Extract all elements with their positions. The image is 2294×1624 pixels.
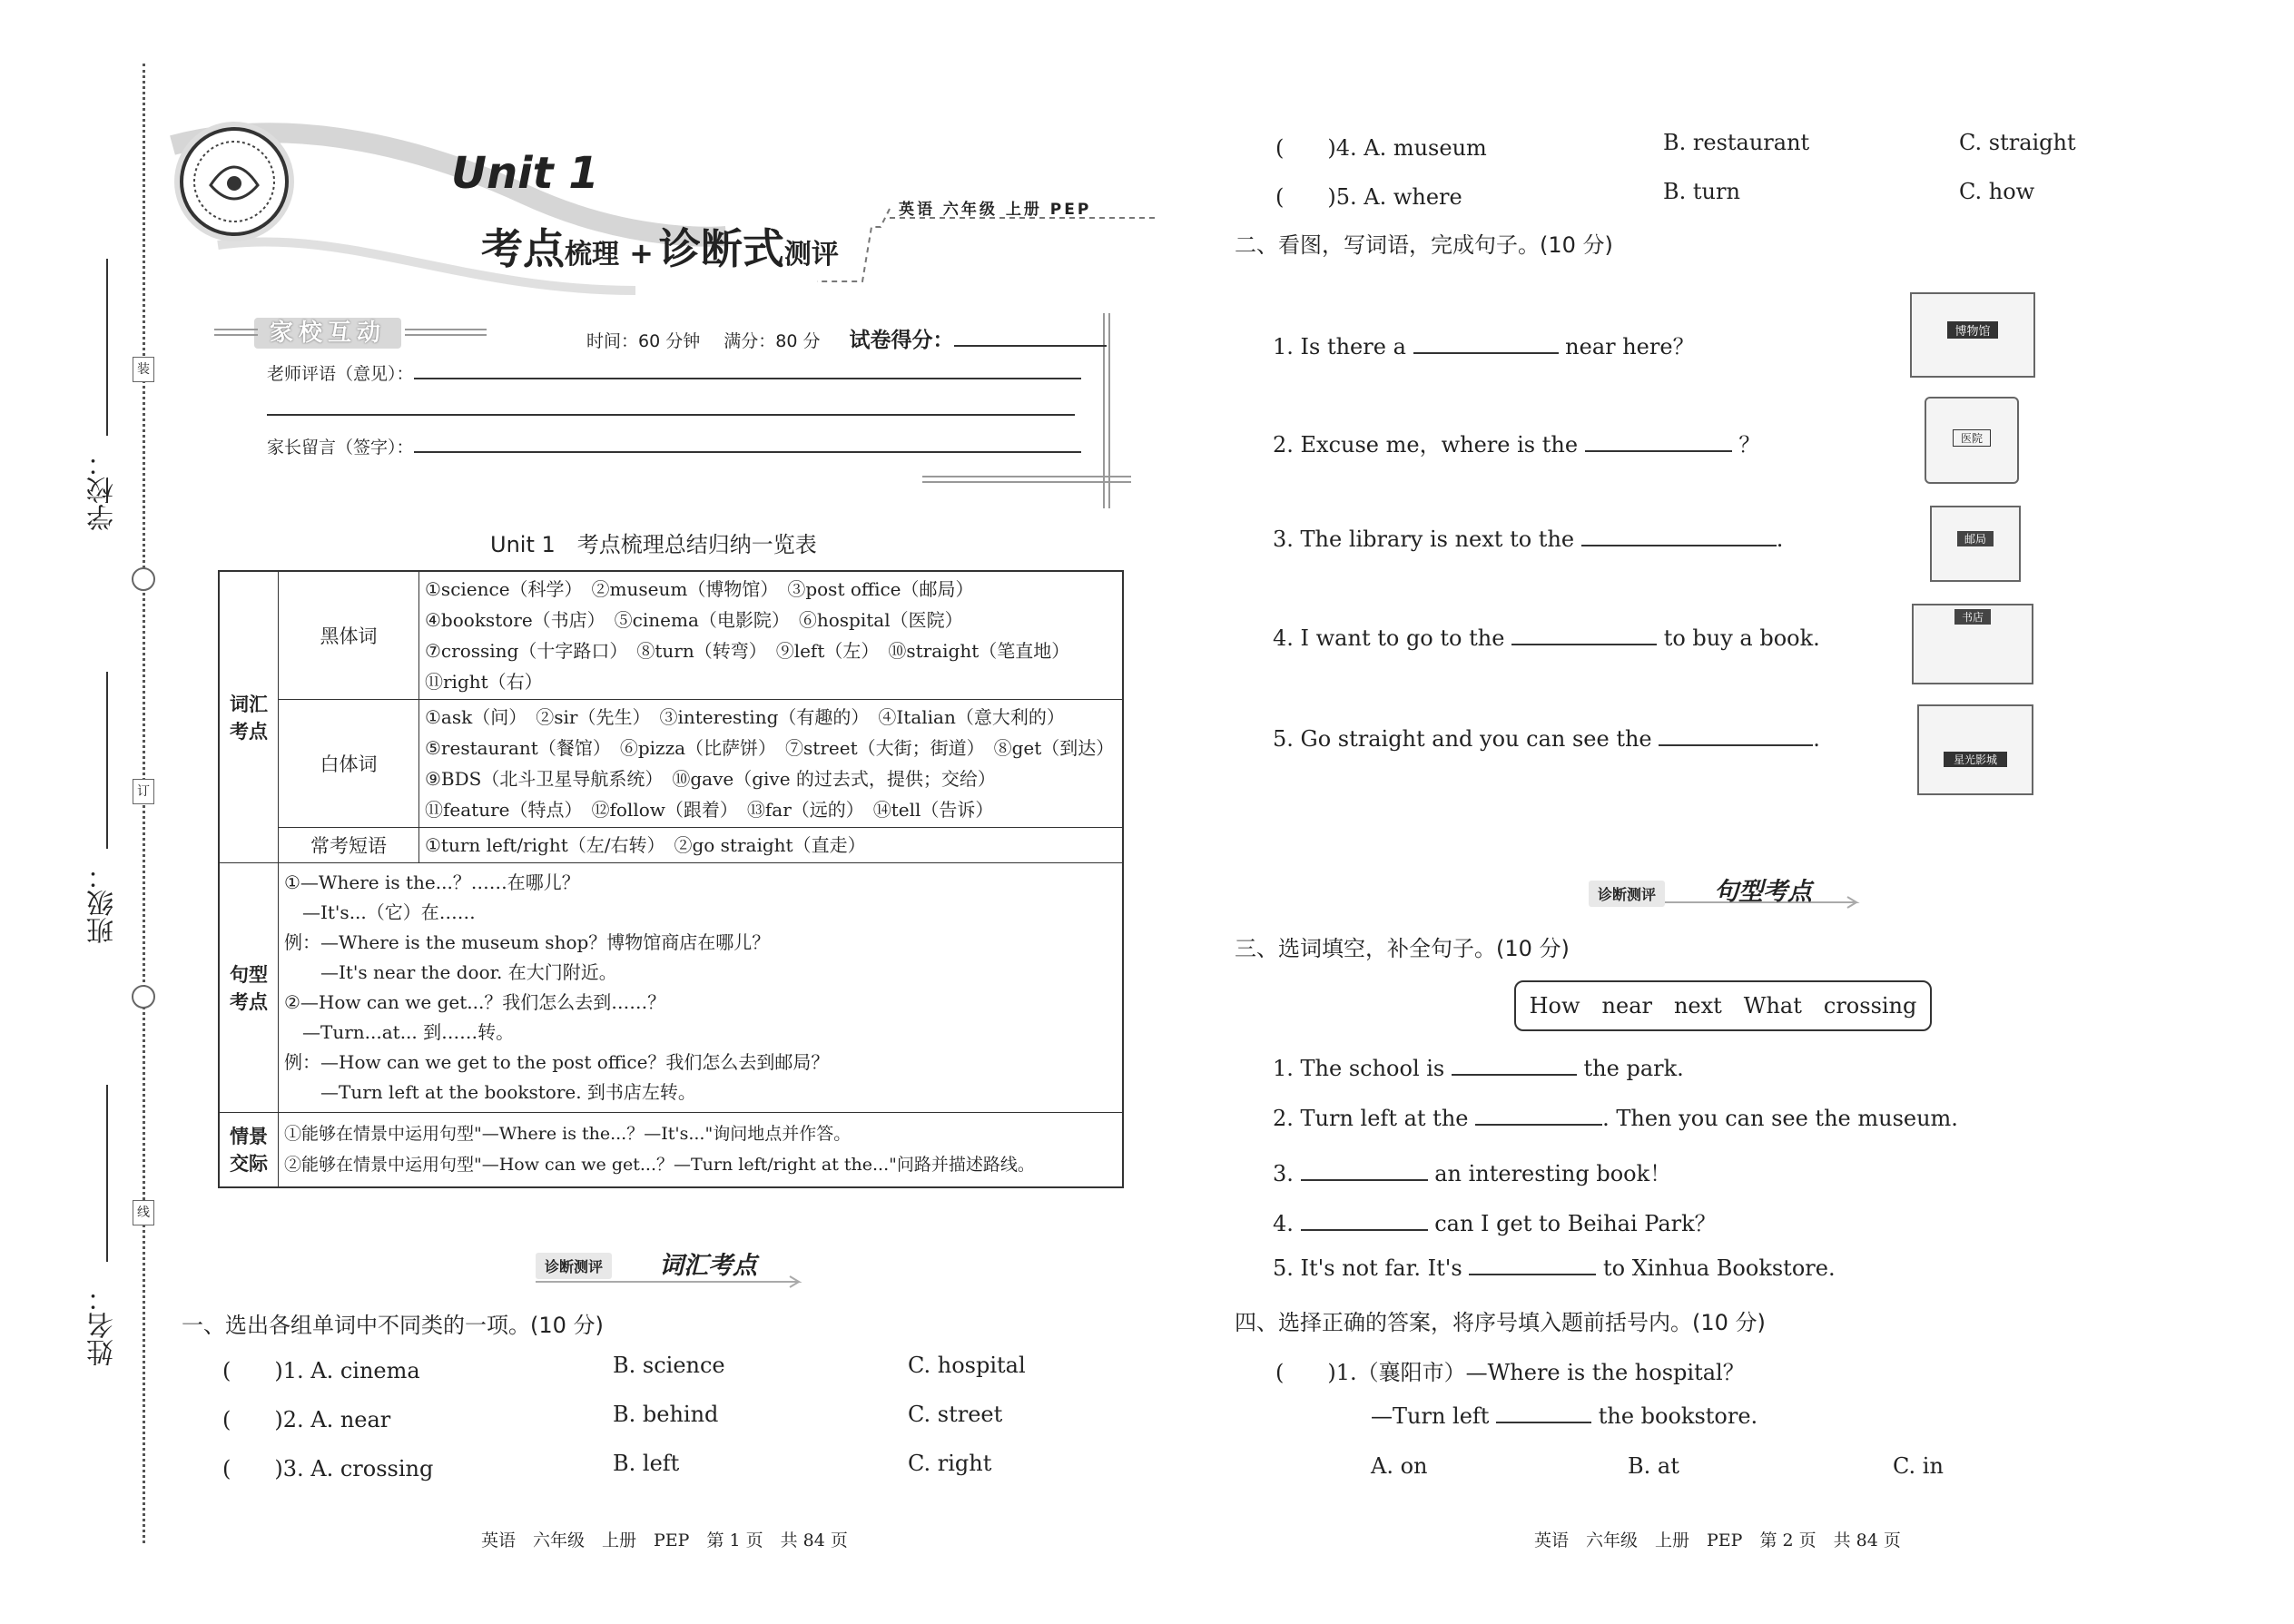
home-school-badge: 家校互动 xyxy=(254,318,401,349)
option-b: B. restaurant xyxy=(1663,130,1810,155)
table-line: ④bookstore（书店） ⑤cinema（电影院） ⑥hospital（医院） xyxy=(425,609,963,631)
fill-sentence xyxy=(1273,1056,1684,1081)
bold-words-label: 黑体词 xyxy=(279,571,419,700)
option-c: C. street xyxy=(908,1402,1003,1427)
vocab-category: 词汇考点 xyxy=(219,571,279,863)
picture-sign: 星光影城 xyxy=(1944,752,2007,767)
school-label: 学校： xyxy=(87,449,119,531)
option-c: C. in xyxy=(1893,1453,1944,1479)
fill-sentence xyxy=(1273,625,1820,651)
museum-picture xyxy=(1910,292,2035,378)
answer-blank[interactable] xyxy=(1452,1056,1577,1076)
name-line xyxy=(106,1085,108,1262)
option-c: C. how xyxy=(1959,179,2035,204)
sentence-text: can I get to Beihai Park？ xyxy=(1434,1211,1717,1236)
option-b: B. turn xyxy=(1663,179,1740,204)
sentence-text: . xyxy=(1776,527,1784,552)
bookstore-picture xyxy=(1912,604,2033,684)
table-line: ①turn left/right（左/右转） ②go straight（直走） xyxy=(425,834,866,856)
sentence-text: ？ xyxy=(1738,432,1761,458)
binding-hole xyxy=(132,985,155,1009)
section-2-heading: 二、看图，写词语，完成句子。(10 分) xyxy=(1235,232,1613,258)
school-line xyxy=(106,259,108,436)
table-line: ⑪right（右） xyxy=(425,671,543,693)
binding-hole xyxy=(132,567,155,591)
sentence-text: 5. Go straight and you can see the xyxy=(1273,726,1652,752)
option-a: A. on xyxy=(1371,1453,1428,1479)
publisher-seal xyxy=(180,127,289,236)
section-banner-title: 句型考点 xyxy=(1714,878,1812,906)
page-footer: 英语 六年级 上册 PEP 第 2 页 共 84 页 xyxy=(1534,1530,1901,1550)
table-line: ①—Where is the...？……在哪儿？ xyxy=(284,871,580,893)
sentence-text: 3. The library is next to the xyxy=(1273,527,1575,552)
test-score-label: 试卷得分： xyxy=(849,329,954,352)
white-words xyxy=(419,700,1124,828)
sentence-text: 3. xyxy=(1273,1161,1294,1186)
answer-blank[interactable] xyxy=(1301,1211,1428,1231)
sentence-text: an interesting book！ xyxy=(1434,1161,1672,1186)
sentence-text: . Then you can see the museum. xyxy=(1602,1106,1958,1131)
sentence-text: 2. Turn left at the xyxy=(1273,1106,1469,1131)
table-line: ①science（科学） ②museum（博物馆） ③post office（邮局） xyxy=(425,578,974,600)
situation-items xyxy=(279,1113,1124,1187)
sentence-text: to Xinhua Bookstore. xyxy=(1602,1255,1836,1281)
seal-emblem xyxy=(183,131,285,232)
post-office-picture xyxy=(1930,506,2021,582)
title-part: 梳理 xyxy=(565,239,619,271)
picture-sign: 书店 xyxy=(1954,609,1991,625)
section-tag: 诊断测评 xyxy=(1589,881,1665,907)
fill-sentence xyxy=(1273,1156,1671,1187)
sentence-text: 5. It's not far. It's xyxy=(1273,1255,1462,1281)
white-words-label: 白体词 xyxy=(279,700,419,828)
table-line: ⑦crossing（十字路口） ⑧turn（转弯） ⑨left（左） ⑩straight（笔直地） xyxy=(425,640,1070,662)
question-2: ( )2. A. near xyxy=(222,1407,391,1432)
unit-title: Unit 1 xyxy=(451,148,599,199)
table-line: ⑤restaurant（餐馆） ⑥pizza（比萨饼） ⑦street（大街；街道） ⑧get（到达） xyxy=(425,737,1115,759)
table-line: —It's near the door. 在大门附近。 xyxy=(284,961,617,983)
answer-blank[interactable] xyxy=(1469,1255,1596,1275)
table-line: —Turn left at the bookstore. 到书店左转。 xyxy=(284,1081,696,1103)
table-line: ①ask（问） ②sir（先生） ③interesting（有趣的） ④Italian（意大利的） xyxy=(425,706,1065,728)
teacher-comment-field-2[interactable] xyxy=(267,414,1075,416)
fill-sentence xyxy=(1273,1206,1717,1237)
option-b: B. at xyxy=(1628,1453,1679,1479)
fill-sentence xyxy=(1371,1403,1757,1429)
phrases-label: 常考短语 xyxy=(279,828,419,863)
section-3-heading: 三、选词填空，补全句子。(10 分) xyxy=(1235,936,1570,961)
summary-table xyxy=(218,570,1124,1188)
sentence-text: 2. Excuse me，where is the xyxy=(1273,432,1579,458)
option-c: C. hospital xyxy=(908,1353,1026,1378)
word-bank: How near next What crossing xyxy=(1514,980,1932,1031)
title-part: 测评 xyxy=(783,239,839,271)
section-4-heading: 四、选择正确的答案，将序号填入题前括号内。(10 分) xyxy=(1235,1310,1766,1335)
test-score-field[interactable] xyxy=(954,325,1107,347)
parent-comment-field[interactable] xyxy=(414,435,1081,453)
fill-sentence xyxy=(1273,1255,1836,1281)
name-label: 姓名： xyxy=(87,1284,119,1366)
question-4: ( )4. A. museum xyxy=(1275,135,1487,161)
sentence-category: 句型考点 xyxy=(219,863,279,1113)
answer-blank[interactable] xyxy=(1475,1106,1602,1126)
question-1: ( )1. A. cinema xyxy=(222,1358,420,1383)
section-banner-title: 词汇考点 xyxy=(659,1252,757,1280)
teacher-comment xyxy=(267,360,1081,385)
class-label: 班级： xyxy=(87,862,119,944)
sentence-text: to buy a book. xyxy=(1663,625,1820,651)
sentence-text: —Turn left xyxy=(1371,1403,1490,1429)
time-label: 时间：60 分钟 xyxy=(586,331,701,351)
answer-blank[interactable] xyxy=(1413,334,1559,354)
option-b: B. science xyxy=(613,1353,725,1378)
table-line: 例：—How can we get to the post office？我们怎么去到邮局？ xyxy=(284,1051,830,1073)
situation-category: 情景交际 xyxy=(219,1113,279,1187)
sentence-text: 4. xyxy=(1273,1211,1294,1236)
option-b: B. behind xyxy=(613,1402,719,1427)
option-b: B. left xyxy=(613,1451,680,1476)
sentence-text: the park. xyxy=(1583,1056,1684,1081)
full-score-label: 满分：80 分 xyxy=(724,331,821,351)
exam-info xyxy=(586,323,1107,353)
table-line: ②—How can we get...？我们怎么去到……？ xyxy=(284,991,666,1013)
question-3: ( )3. A. crossing xyxy=(222,1456,434,1481)
fill-sentence xyxy=(1273,1106,1958,1131)
margin-tag: 装 xyxy=(133,357,154,382)
fill-sentence xyxy=(1273,527,1783,552)
table-line: ②能够在情景中运用句型"—How can we get...？—Turn left/right at the..."问路并描述路线。 xyxy=(284,1155,1035,1176)
class-line xyxy=(106,672,108,849)
section-tag: 诊断测评 xyxy=(536,1253,612,1279)
book-tag: 英语 六年级 上册 PEP xyxy=(899,201,1092,219)
answer-blank[interactable] xyxy=(1585,432,1732,452)
page-footer: 英语 六年级 上册 PEP 第 1 页 共 84 页 xyxy=(481,1530,848,1550)
parent-comment xyxy=(267,434,1081,458)
table-line: ①能够在情景中运用句型"—Where is the...？—It's..."询问地点并作答。 xyxy=(284,1124,852,1145)
table-line: —It's...（它）在…… xyxy=(284,901,476,923)
sentence-text: 4. I want to go to the xyxy=(1273,625,1505,651)
table-line: 例：—Where is the museum shop？博物馆商店在哪儿？ xyxy=(284,931,771,953)
fill-sentence xyxy=(1273,726,1820,752)
margin-tag: 订 xyxy=(133,779,154,804)
sentence-text: . xyxy=(1813,726,1820,752)
option-c: C. right xyxy=(908,1451,992,1476)
table-title: Unit 1 考点梳理总结归纳一览表 xyxy=(490,532,817,557)
bold-words xyxy=(419,571,1124,700)
question-5: ( )5. A. where xyxy=(1275,184,1462,210)
picture-sign: 邮局 xyxy=(1957,531,1994,546)
title-plus: + xyxy=(629,236,654,271)
teacher-comment-field[interactable] xyxy=(414,361,1081,379)
sentence-patterns xyxy=(279,863,1124,1113)
sentence-text: 1. Is there a xyxy=(1273,334,1406,359)
title-part: 诊断式 xyxy=(658,224,784,273)
sentence-text: 1. The school is xyxy=(1273,1056,1445,1081)
answer-blank[interactable] xyxy=(1496,1403,1591,1423)
fill-sentence xyxy=(1273,329,1695,360)
answer-blank[interactable] xyxy=(1581,527,1777,546)
answer-blank[interactable] xyxy=(1301,1161,1428,1181)
phrases xyxy=(419,828,1124,863)
sentence-text: near here？ xyxy=(1565,334,1695,359)
answer-blank[interactable] xyxy=(1659,726,1813,746)
picture-sign: 博物馆 xyxy=(1947,321,1998,339)
cinema-picture xyxy=(1917,704,2033,795)
page-title xyxy=(481,216,839,276)
hospital-picture xyxy=(1925,397,2019,484)
sentence-text: the bookstore. xyxy=(1598,1403,1758,1429)
fill-sentence xyxy=(1273,427,1760,458)
table-line: ⑨BDS（北斗卫星导航系统） ⑩gave（give 的过去式，提供；交给） xyxy=(425,768,996,790)
teacher-comment-label: 老师评语（意见）： xyxy=(267,364,414,384)
parent-comment-label: 家长留言（签字）： xyxy=(267,438,414,458)
option-c: C. straight xyxy=(1959,130,2076,155)
section-1-heading: 一、选出各组单词中不同类的一项。(10 分) xyxy=(182,1313,604,1338)
picture-sign: 医院 xyxy=(1953,429,1991,447)
table-line: —Turn...at... 到……转。 xyxy=(284,1021,515,1043)
question-4-1: ( )1.（襄阳市）—Where is the hospital？ xyxy=(1275,1360,1745,1385)
margin-tag: 线 xyxy=(133,1200,154,1225)
answer-blank[interactable] xyxy=(1511,625,1657,645)
title-part: 考点 xyxy=(481,224,565,273)
table-line: ⑪feature（特点） ⑫follow（跟着） ⑬far（远的） ⑭tell（告诉） xyxy=(425,799,994,821)
